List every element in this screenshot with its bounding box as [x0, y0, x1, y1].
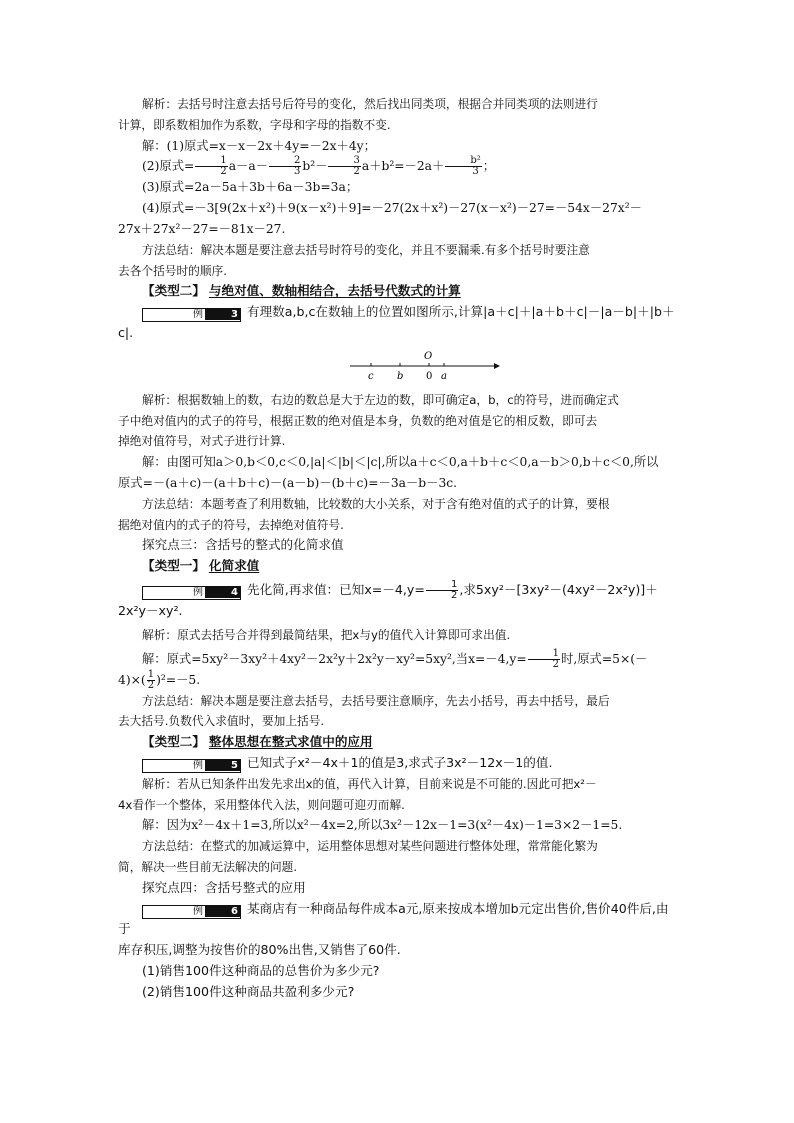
solution-4-text-d: )²=－5.: [156, 672, 201, 687]
fraction-1-2: $\frac{1}{2}$: [195, 156, 227, 177]
solution-3-line-2: 原式=－(a＋c)－(a＋b＋c)－(a－b)－(b＋c)=－3a－b－3c.: [118, 475, 458, 490]
type-2-title: 与绝对值、数轴相结合，去括号代数式的计算: [208, 283, 461, 299]
exploration-point-4: 探究点四：含括号整式的应用: [142, 879, 306, 895]
number-line-arrow-icon: [494, 363, 500, 369]
label-zero: 0: [426, 370, 433, 382]
example-5: [118, 753, 678, 774]
type-2-heading: [118, 281, 678, 302]
method-summary-1-line-2: 去各个括号时的顺序.: [118, 263, 227, 278]
method-summary-3-line-2: 据绝对值内的式子的符号，去掉绝对值符号.: [118, 517, 344, 532]
solution-5: 解：因为x²－4x＋1=3,所以x²－4x=2,所以3x²－12x－1=3(x²－4x)－1=3×2－1=5.: [142, 818, 623, 833]
analysis-1-line-1: 解析：去括号时注意去括号后符号的变化，然后找出同类项，根据合并同类项的法则进行: [142, 97, 598, 111]
type-1-prefix: 【类型一】: [142, 558, 205, 574]
solution-1-part-4-line-1: (4)原式=－3[9(2x＋x²)＋9(x－x²)＋9]=－27(2x＋x²)－27(x－x²)－27=－54x－27x²－: [142, 201, 642, 216]
method-summary-4-line-1: 方法总结：解决本题是要注意去括号，去括号要注意顺序，先去小括号，再去中括号，最后: [142, 693, 610, 708]
solution-1-part-1: 解：(1)原式=x－x－2x＋4y=－2x＋4y；: [142, 138, 376, 153]
solution-4-line-2: [118, 670, 678, 691]
analysis-3-line-1: 解析：根据数轴上的数，右边的数总是大于左边的数，即可确定a，b，c的符号，进而确定式: [142, 392, 619, 407]
type-2-prefix: 【类型二】: [142, 283, 205, 299]
fraction-b2-3: $\frac{\text{b²}}{3}$: [445, 156, 481, 177]
solution-1-part-3: (3)原式=2a－5a＋3b＋6a－3b=3a；: [142, 180, 359, 195]
question-2: (2)销售100件这种商品共盈利多少元?: [142, 983, 355, 999]
label-c: c: [368, 370, 374, 382]
analysis-3-line-3: 掉绝对值符号，对式子进行计算.: [118, 434, 286, 449]
type-2b-prefix: 【类型二】: [142, 734, 205, 750]
solution-3-line-1: 解：由图可知a＞0,b＜0,c＜0,|a|＜|b|＜|c|,所以a＋c＜0,a＋b＋c＜0,a－b＞0,b＋c＜0,所以: [142, 455, 659, 470]
method-summary-5-line-1: 方法总结：在整式的加减运算中，运用整体思想对某些问题进行整体处理，常常能化繁为: [142, 839, 598, 854]
example-6-line-1: [118, 899, 678, 941]
solution-4-text-a: 解：原式=5xy²－3xy²＋4xy²－2x²y＋2x²y－xy²=5xy²,当x=－4,y=: [142, 651, 527, 666]
example-4-text-a: 先化简,再求值：已知x=－4,y=: [246, 581, 425, 597]
method-summary-4-line-2: 去大括号.负数代入求值时，要加上括号.: [118, 714, 325, 729]
example-3: [118, 302, 678, 344]
number-line-svg: [350, 348, 500, 388]
fraction-2-3: $\frac{2}{3}$: [269, 156, 301, 177]
example-6-badge: 例 6: [142, 905, 241, 919]
solution-4-line-1: [118, 649, 678, 670]
analysis-5-line-2: 4x看作一个整体，采用整体代入法，则问题可迎刃而解.: [118, 797, 405, 812]
example-6-line-2: 库存积压,调整为按售价的80%出售,又销售了60件.: [118, 942, 401, 958]
number-line-figure: [118, 344, 678, 390]
s2-text-c: b²－: [302, 159, 328, 174]
s2-text-b: a－a－: [228, 159, 268, 174]
analysis-1-line-2: 计算，即系数相加作为系数，字母和字母的指数不变.: [118, 117, 391, 132]
s2-text-d: a＋b²=－2a＋: [361, 159, 445, 174]
example-5-text: 已知式子x²－4x＋1的值是3,求式子3x²－12x－1的值.: [246, 754, 553, 770]
exploration-point-3: 探究点三：含括号的整式的化简求值: [142, 537, 344, 553]
question-1: (1)销售100件这种商品的总售价为多少元?: [142, 962, 380, 978]
fraction-3-2: $\frac{3}{2}$: [328, 156, 360, 177]
label-b: b: [397, 370, 404, 382]
document-page: [118, 94, 678, 1002]
example-4-badge: 例 4: [142, 586, 241, 600]
method-summary-1-line-1: 方法总结：解决本题是要注意去括号时符号的变化，并且不要漏乘.有多个括号时要注意: [142, 242, 590, 257]
analysis-5-line-1: 解析：若从已知条件出发先求出x的值，再代入计算，目前来说是不可能的.因此可把x²－: [142, 776, 597, 791]
example-3-text: 有理数a,b,c在数轴上的位置如图所示,计算|a＋c|＋|a＋b＋c|－|a－b|＋|b＋c|.: [118, 304, 675, 340]
example-3-badge: 例 3: [142, 308, 241, 322]
type-1-title: 化简求值: [208, 558, 260, 574]
fraction-y-half-2: $\frac{1}{2}$: [528, 649, 560, 670]
solution-1-part-2: [118, 156, 678, 177]
origin-label: O: [424, 350, 433, 362]
analysis-3-line-2: 子中绝对值内的式子的符号，根据正数的绝对值是本身，负数的绝对值是它的相反数，即可去: [118, 413, 598, 428]
example-4: [118, 580, 678, 622]
solution-4-text-b: 时,原式=5×(－: [561, 651, 648, 666]
s2-text-e: ；: [482, 159, 496, 174]
fraction-y-half: $\frac{1}{2}$: [426, 580, 458, 601]
s2-text-a: (2)原式=: [142, 159, 195, 174]
solution-1-part-4-line-2: 27x＋27x²－27=－81x－27.: [118, 221, 286, 236]
example-6-text-a: 某商店有一种商品每件成本a元,原来按成本增加b元定出售价,售价40件后,由于: [118, 900, 669, 937]
example-4-text-b: ,求5xy²－[3xy²－(4xy²－2x²y)]＋2x²y－xy².: [118, 581, 658, 618]
fraction-half-3: $\frac{1}{2}$: [147, 668, 155, 691]
type-2b-title: 整体思想在整式求值中的应用: [208, 734, 373, 750]
label-a: a: [441, 370, 447, 382]
analysis-4: 解析：原式去括号合并得到最简结果，把x与y的值代入计算即可求出值.: [142, 627, 511, 642]
type-2b-heading: [118, 732, 678, 753]
example-5-badge: 例 5: [142, 759, 241, 773]
method-summary-3-line-1: 方法总结：本题考查了利用数轴，比较数的大小关系，对于含有绝对值的式子的计算，要根: [142, 496, 610, 511]
type-1-heading: [118, 556, 678, 577]
method-summary-5-line-2: 简，解决一些目前无法解决的问题.: [118, 859, 298, 874]
solution-4-text-c: 4)×(: [118, 672, 146, 687]
